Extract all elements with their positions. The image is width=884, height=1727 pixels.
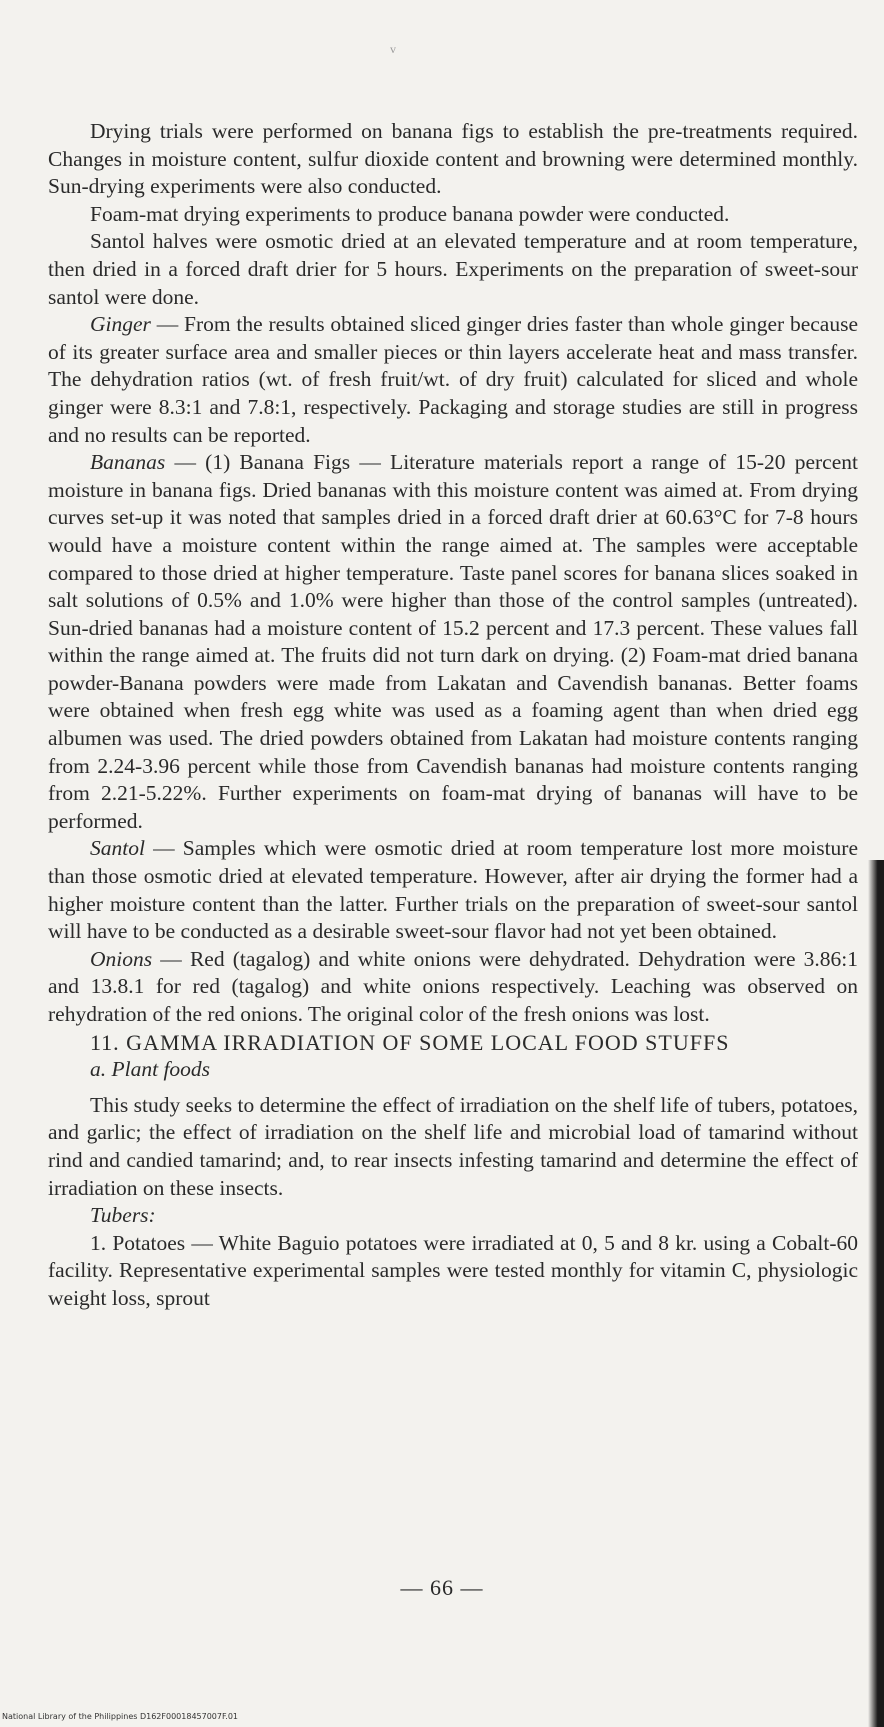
paragraph-foam-mat: Foam-mat drying experiments to produce banana powder were conducted. <box>90 201 730 226</box>
onions-label: Onions <box>90 946 153 971</box>
page-number: — 66 — <box>400 1575 484 1600</box>
footer-caption: National Library of the Philippines D162F00018457007F.01 <box>2 1712 239 1721</box>
bananas-text: — (1) Banana Figs — Literature materials report a range of 15-20 percent moisture in banana figs. Dried bananas with this moisture content was aimed at. From drying curves set-up it was noted that samples dried in a forced draft drier at 60.63°C for 7-8 hours would have a moisture content within the range aimed at. The samples were acceptable compared to those dried at higher temperature. Taste panel scores for banana slices soaked in salt solutions of 0.5% and 1.0% were higher than those of the control samples (untreated). Sun-dried bananas had a moisture content of 15.2 percent and 17.3 percent. These values fall within the range aimed at. The fruits did not turn dark on drying. (2) Foam-mat dried banana powder-Banana powders were made from Lakatan and Cavendish bananas. Better foams were obtained when fresh egg white was used as a foaming agent than when dried egg albumen was used. The dried powders obtained from Lakatan had moisture contents ranging from 2.24-3.96 percent while those from Cavendish bananas had moisture contents ranging from 2.21-5.22%. Further experiments on foam-mat drying of bananas will have to be performed. <box>48 450 858 833</box>
section-heading: 11. GAMMA IRRADIATION OF SOME LOCAL FOOD STUFFS <box>90 1029 730 1055</box>
paragraph-irradiation-study: This study seeks to determine the effect of irradiation on the shelf life of tubers, potatoes, and garlic; the effect of irradiation on the shelf life and microbial load of tamarind without rind and candied tamarind; and, to rear insects infesting tamarind and determine the effect of irradiation on these insects. <box>48 1092 859 1200</box>
section-subheading: a. Plant foods <box>90 1057 211 1082</box>
santol-text: — Samples which were osmotic dried at room temperature lost more moisture than those osmotic dried at elevated temperature. However, after air drying the former had a higher moisture content than the latter. Further trials on the preparation of sweet-sour santol will have to be conducted as a desirable sweet-sour flavor had not yet been obtained. <box>48 836 858 944</box>
body-text <box>48 118 858 1313</box>
page-mark: v <box>390 42 396 56</box>
scan-edge-shadow <box>868 860 884 1727</box>
paragraph-bananas <box>48 449 858 835</box>
spacer <box>48 1084 858 1092</box>
paragraph-santol <box>48 835 858 945</box>
ginger-text: — From the results obtained sliced ginger dries faster than whole ginger because of its greater surface area and smaller pieces or thin layers accelerate heat and mass transfer. The dehydration ratios (wt. of fresh fruit/wt. of dry fruit) calculated for sliced and whole ginger were 8.3:1 and 7.8:1, respectively. Packaging and storage studies are still in progress and no results can be reported. <box>48 312 858 447</box>
paragraph-onions <box>48 946 858 1029</box>
paragraph-drying-trials: Drying trials were performed on banana figs to establish the pre-treatments required. Changes in moisture content, sulfur dioxide content and browning were determined monthly. Sun-drying experiments were also conducted. <box>48 119 858 199</box>
paragraph-ginger <box>48 311 858 449</box>
paragraph-santol-halves: Santol halves were osmotic dried at an elevated temperature and at room temperature, then dried in a forced draft drier for 5 hours. Experiments on the preparation of sweet-sour santol were done. <box>48 229 858 309</box>
ginger-label: Ginger <box>90 312 151 337</box>
paragraph-potatoes: 1. Potatoes — White Baguio potatoes were irradiated at 0, 5 and 8 kr. using a Cobalt-60 facility. Representative experimental samples were tested monthly for vitamin C, physiologic weight loss, sprout <box>48 1230 858 1310</box>
bananas-label: Bananas <box>90 450 166 475</box>
onions-text: — Red (tagalog) and white onions were dehydrated. Dehydration were 3.86:1 and 13.8.1 for red (tagalog) and white onions respectively. Leaching was observed on rehydration of the red onions. The original color of the fresh onions was lost. <box>48 946 858 1026</box>
tubers-label: Tubers: <box>90 1203 156 1228</box>
santol-label: Santol <box>90 836 145 861</box>
